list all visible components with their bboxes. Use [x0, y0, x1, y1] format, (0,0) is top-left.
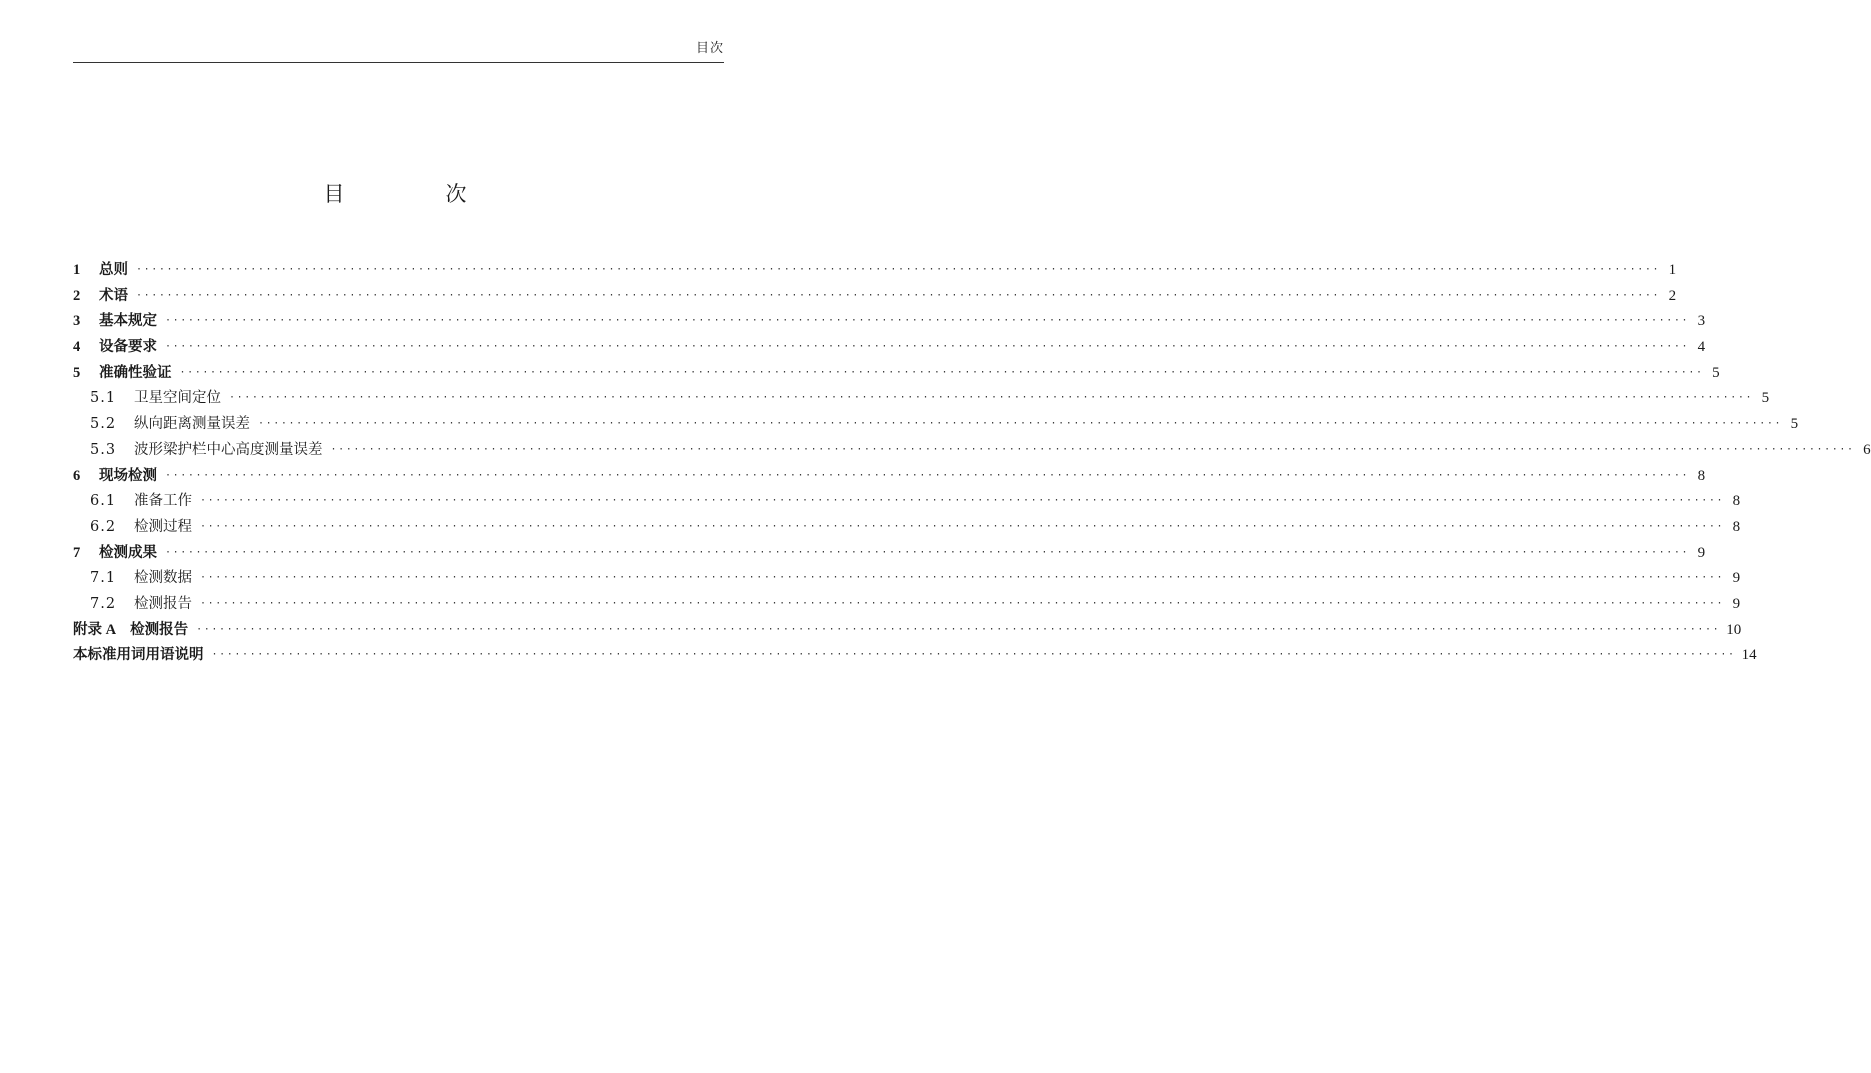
toc-entry-title: 总则: [99, 262, 128, 278]
toc-entry[interactable]: [73, 489, 1741, 515]
toc-entry[interactable]: [73, 464, 1706, 490]
toc-entry[interactable]: [73, 592, 1741, 618]
toc-page-number: 9: [1732, 570, 1741, 587]
toc-list: [73, 258, 1871, 669]
running-header: 目次: [695, 41, 724, 56]
toc-entry[interactable]: [73, 438, 1871, 464]
toc-leader-dots: ········································································································································································································: [200, 572, 1725, 584]
toc-title: 目 次: [323, 182, 507, 206]
toc-entry[interactable]: [73, 335, 1706, 361]
toc-entry-number: 5.1: [90, 390, 117, 407]
toc-entry-title: 检测报告: [134, 595, 192, 612]
toc-entry-title: 检测报告: [130, 621, 189, 638]
toc-entry[interactable]: [73, 566, 1741, 592]
toc-leader-dots: ········································································································································································································: [229, 392, 1754, 404]
toc-page-number: 3: [1697, 313, 1706, 330]
toc-entry[interactable]: [73, 386, 1770, 412]
toc-page-number: 8: [1732, 518, 1741, 535]
toc-entry-number: 7: [73, 544, 81, 561]
toc-leader-dots: ········································································································································································································: [258, 418, 1783, 430]
toc-entry-title: 本标准用词用语说明: [73, 647, 204, 664]
toc-entry-number: 4: [73, 339, 81, 356]
toc-entry-title: 基本规定: [99, 313, 157, 330]
toc-page-number: 9: [1732, 595, 1741, 612]
toc-entry-title: 检测成果: [99, 544, 157, 561]
toc-entry-title: 检测过程: [134, 518, 192, 535]
toc-entry[interactable]: [73, 284, 1677, 310]
toc-page-number: 9: [1697, 544, 1706, 561]
toc-entry-number: 附录 A: [73, 621, 117, 638]
toc-leader-dots: ········································································································································································································: [211, 649, 1736, 661]
toc-entry-title: 准确性验证: [99, 364, 172, 381]
toc-entry[interactable]: [73, 618, 1742, 644]
toc-leader-dots: ········································································································································································································: [200, 520, 1725, 532]
toc-entry-number: 3: [73, 313, 81, 330]
toc-entry-title: 检测数据: [134, 570, 192, 587]
toc-page-number: 4: [1697, 339, 1706, 356]
toc-entry-number: 6: [73, 467, 81, 484]
toc-leader-dots: ········································································································································································································: [200, 597, 1725, 609]
toc-entry-title: 波形梁护栏中心高度测量误差: [134, 441, 323, 458]
toc-entry[interactable]: [73, 309, 1706, 335]
toc-leader-dots: ········································································································································································································: [165, 469, 1690, 481]
toc-entry[interactable]: [73, 258, 1677, 284]
toc-leader-dots: ········································································································································································································: [330, 443, 1855, 455]
toc-entry-number: 6.2: [90, 518, 117, 535]
toc-leader-dots: ········································································································································································································: [136, 264, 1661, 275]
toc-page-number: 6: [1863, 441, 1871, 458]
toc-entry[interactable]: [73, 643, 1757, 669]
toc-page-number: 5: [1790, 416, 1799, 433]
toc-entry[interactable]: [73, 541, 1706, 567]
toc-leader-dots: ········································································································································································································: [196, 623, 1721, 635]
toc-entry[interactable]: [73, 412, 1799, 438]
toc-entry-title: 纵向距离测量误差: [134, 416, 250, 433]
toc-page-number: 5: [1712, 364, 1720, 381]
toc-page-number: 5: [1761, 390, 1770, 407]
toc-entry-title: 卫星空间定位: [134, 390, 221, 407]
toc-page-number: 14: [1741, 647, 1757, 664]
header-rule: [73, 62, 724, 63]
toc-entry-number: 6.1: [90, 493, 117, 510]
toc-leader-dots: ········································································································································································································: [165, 315, 1690, 327]
toc-page-number: 2: [1668, 287, 1677, 304]
toc-entry-title: 准备工作: [134, 493, 192, 510]
toc-entry[interactable]: [73, 515, 1741, 541]
toc-entry-title: 设备要求: [99, 339, 157, 356]
toc-entry[interactable]: [73, 361, 1720, 387]
toc-entry-number: 2: [73, 287, 81, 304]
toc-leader-dots: ········································································································································································································: [165, 546, 1690, 558]
toc-entry-number: 7.2: [90, 595, 117, 612]
toc-entry-number: 5.3: [90, 441, 117, 458]
toc-page-number: 10: [1726, 621, 1742, 638]
toc-leader-dots: ········································································································································································································: [165, 341, 1690, 353]
toc-leader-dots: ········································································································································································································: [136, 289, 1661, 301]
toc-entry-number: 5: [73, 364, 81, 381]
toc-page-number: 8: [1732, 493, 1741, 510]
toc-entry-number: 7.1: [90, 570, 117, 587]
toc-entry-number: 1: [73, 262, 81, 278]
toc-page-number: 1: [1668, 262, 1677, 278]
toc-leader-dots: ········································································································································································································: [200, 495, 1725, 507]
toc-entry-title: 现场检测: [99, 467, 157, 484]
toc-page-number: 8: [1697, 467, 1706, 484]
toc-entry-number: 5.2: [90, 416, 117, 433]
toc-leader-dots: ········································································································································································································: [179, 366, 1704, 378]
toc-entry-title: 术语: [99, 287, 128, 304]
